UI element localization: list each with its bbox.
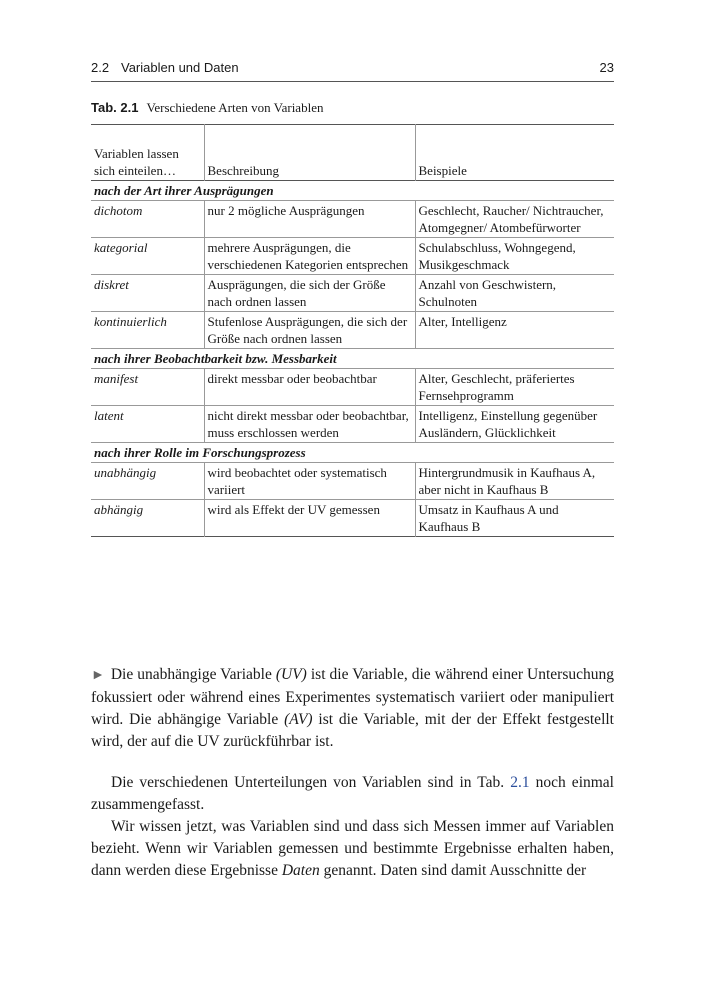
table-row: [91, 500, 614, 537]
variable-examples: Umsatz in Kaufhaus A und Kaufhaus B: [415, 500, 614, 537]
header-cell-examples: Beispiele: [415, 125, 614, 181]
variable-description: mehrere Ausprägungen, die verschiedenen Kategorien entsprechen: [204, 238, 415, 275]
variable-description: direkt messbar oder beobachtbar: [204, 369, 415, 406]
group-title: nach ihrer Beobachtbarkeit bzw. Messbarkeit: [91, 349, 614, 369]
definition-text: ist die Variable, die während einer Untersuchung fokussiert oder während eines Experimentes systematisch variiert oder manipuliert wird. Die abhängige Variable: [91, 666, 614, 728]
variable-examples: Alter, Intelligenz: [415, 312, 614, 349]
section-number: 2.2: [91, 60, 110, 75]
variable-description: nur 2 mögliche Ausprägungen: [204, 201, 415, 238]
variable-name: diskret: [94, 277, 129, 292]
variable-name: kontinuierlich: [94, 314, 167, 329]
uv-abbreviation: (UV): [275, 666, 307, 683]
group-row-beobachtbarkeit: [91, 349, 614, 369]
variable-description: wird beobachtet oder systematisch variiert: [204, 463, 415, 500]
variable-description: nicht direkt messbar oder beobachtbar, muss erschlossen werden: [204, 406, 415, 443]
paragraph-text: Die verschiedenen Unterteilungen von Variablen sind in Tab.: [111, 774, 511, 791]
table-row: [91, 406, 614, 443]
variable-name: unabhängig: [94, 465, 157, 480]
variable-description: wird als Effekt der UV gemessen: [204, 500, 415, 537]
variable-name: kategorial: [94, 240, 148, 255]
table-row: [91, 275, 614, 312]
variable-examples: Alter, Geschlecht, präferiertes Fernsehprogramm: [415, 369, 614, 406]
variable-examples: Intelligenz, Einstellung gegenüber Ausländern, Glücklichkeit: [415, 406, 614, 443]
table-number: Tab. 2.1: [91, 100, 139, 115]
table-reference-link[interactable]: 2.1: [510, 774, 530, 791]
definition-text: ist die Variable, mit der der Effekt festgestellt wird, der auf die UV zurückführbar ist.: [91, 711, 614, 750]
body-paragraph: [91, 772, 614, 816]
header-cell-description: Beschreibung: [204, 125, 415, 181]
table-row: [91, 312, 614, 349]
variable-examples: Hintergrundmusik in Kaufhaus A, aber nicht in Kaufhaus B: [415, 463, 614, 500]
table-row: [91, 201, 614, 238]
group-row-rolle: [91, 443, 614, 463]
group-title: nach ihrer Rolle im Forschungsprozess: [91, 443, 614, 463]
variable-description: Ausprägungen, die sich der Größe nach ordnen lassen: [204, 275, 415, 312]
emphasis-daten: Daten: [281, 862, 320, 879]
variable-name: abhängig: [94, 502, 144, 517]
definition-marker-icon: ►: [91, 668, 105, 683]
variable-examples: Anzahl von Geschwistern, Schulnoten: [415, 275, 614, 312]
paragraph-text: Wir wissen jetzt, was Variablen sind und dass sich Messen immer auf Variablen bezieht. Wenn wir Variablen gemessen und bestimmte Ergebnisse erhalten haben, dann werden diese Ergebnisse: [91, 818, 614, 879]
variable-name: dichotom: [94, 203, 143, 218]
definition-paragraph: [91, 664, 614, 753]
paragraph-text: genannt. Daten sind damit Ausschnitte der: [319, 862, 587, 879]
variable-name: manifest: [94, 371, 139, 386]
table-caption: [91, 100, 323, 116]
table-header-row: [91, 125, 614, 181]
body-paragraph: [91, 816, 614, 882]
variable-examples: Geschlecht, Raucher/ Nichtraucher, Atomgegner/ Atombefürworter: [415, 201, 614, 238]
table-row: [91, 369, 614, 406]
variables-table: [91, 124, 614, 537]
table-row: [91, 463, 614, 500]
variable-examples: Schulabschluss, Wohngegend, Musikgeschmack: [415, 238, 614, 275]
table-row: [91, 238, 614, 275]
paragraph-text: noch einmal zusammengefasst.: [91, 774, 614, 813]
av-abbreviation: (AV): [284, 711, 313, 728]
header-cell-classification: Variablen lassen sich einteilen…: [94, 146, 179, 178]
variable-description: Stufenlose Ausprägungen, die sich der Größe nach ordnen lassen: [204, 312, 415, 349]
section-title: Variablen und Daten: [121, 60, 239, 75]
variable-name: latent: [94, 408, 124, 423]
page-number: 23: [599, 60, 614, 75]
running-header: [91, 57, 614, 82]
group-title: nach der Art ihrer Ausprägungen: [91, 181, 614, 201]
definition-text: Die unabhängige Variable: [110, 666, 276, 683]
group-row-auspraegungen: [91, 181, 614, 201]
table-caption-text: Verschiedene Arten von Variablen: [146, 100, 324, 115]
